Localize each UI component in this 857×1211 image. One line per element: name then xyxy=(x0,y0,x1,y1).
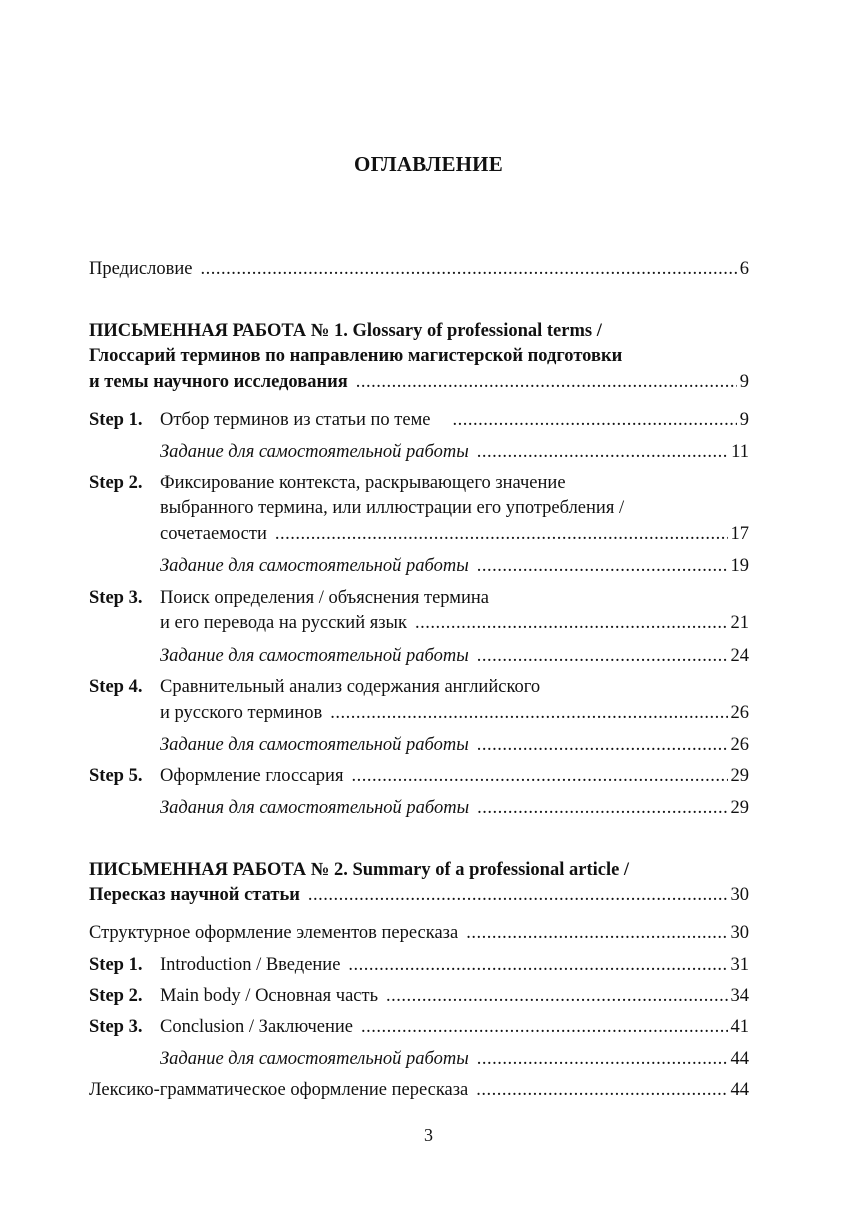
toc-page-number: 29 xyxy=(730,766,749,786)
toc-entry-label: Лексико-грамматическое оформление пересказа xyxy=(89,1080,469,1100)
toc-entry-task[interactable] xyxy=(160,1046,749,1072)
toc-entry-label: Задание для самостоятельной работы xyxy=(160,646,469,666)
toc-entry-task[interactable] xyxy=(160,732,749,758)
toc-page-number: 44 xyxy=(730,1049,749,1069)
leader-dots xyxy=(477,553,728,579)
toc-entry-step[interactable] xyxy=(160,610,749,636)
leader-dots xyxy=(356,369,737,395)
toc-page-number: 26 xyxy=(730,735,749,755)
leader-dots xyxy=(348,952,727,978)
toc-page-number: 9 xyxy=(739,372,749,392)
toc-entry-step[interactable] xyxy=(160,700,749,726)
leader-dots xyxy=(200,256,736,282)
step-number: Step 2. xyxy=(89,986,143,1006)
toc-page-number: 9 xyxy=(739,410,749,430)
toc-entry-lexical[interactable] xyxy=(89,1077,749,1103)
toc-page-number: 24 xyxy=(730,646,749,666)
toc-page-number: 34 xyxy=(730,986,749,1006)
leader-dots xyxy=(477,732,728,758)
toc-page-number: 30 xyxy=(730,923,749,943)
step-number: Step 2. xyxy=(89,473,143,493)
toc-entry-structural[interactable] xyxy=(89,920,749,946)
toc-entry-label: и его перевода на русский язык xyxy=(160,613,407,633)
toc-entry-step[interactable] xyxy=(160,407,749,433)
leader-dots xyxy=(477,795,727,821)
toc-entry-label: Структурное оформление элементов пересказа xyxy=(89,923,459,943)
toc-page-number: 19 xyxy=(730,556,749,576)
toc-page-number: 17 xyxy=(730,524,749,544)
leader-dots xyxy=(330,700,727,726)
leader-dots xyxy=(415,610,728,636)
toc-entry-label: Предисловие xyxy=(89,259,193,279)
toc-entry-label-line: Сравнительный анализ содержания английского xyxy=(160,677,541,697)
page-number: 3 xyxy=(424,1125,433,1145)
section-heading-work1-line1: ПИСЬМЕННАЯ РАБОТА № 1. Glossary of professional terms / xyxy=(89,321,602,341)
toc-entry-work1[interactable] xyxy=(89,369,749,395)
leader-dots xyxy=(477,643,728,669)
toc-entry-step[interactable] xyxy=(160,763,749,789)
leader-dots xyxy=(361,1014,727,1040)
section-heading-work1-line2: Глоссарий терминов по направлению магистерской подготовки xyxy=(89,346,623,366)
toc-entry-label: Отбор терминов из статьи по теме xyxy=(160,410,431,430)
toc-entry-label-line: выбранного термина, или иллюстрации его употребления / xyxy=(160,498,625,518)
toc-page-number: 30 xyxy=(730,885,749,905)
toc-entry-label: Задание для самостоятельной работы xyxy=(160,735,469,755)
toc-entry-step[interactable] xyxy=(160,521,749,547)
toc-entry-task[interactable] xyxy=(160,439,749,465)
leader-dots xyxy=(476,1077,727,1103)
step-number: Step 3. xyxy=(89,1017,143,1037)
toc-page-number: 11 xyxy=(731,442,749,462)
leader-dots xyxy=(466,920,727,946)
toc-entry-label: Задание для самостоятельной работы xyxy=(160,442,469,462)
leader-dots xyxy=(386,983,727,1009)
toc-page-number: 21 xyxy=(730,613,749,633)
step-number: Step 4. xyxy=(89,677,143,697)
toc-entry-label: и темы научного исследования xyxy=(89,372,348,392)
leader-dots xyxy=(453,407,737,433)
toc-page-number: 31 xyxy=(730,955,749,975)
toc-entry-step[interactable] xyxy=(160,952,749,978)
step-number: Step 3. xyxy=(89,588,143,608)
toc-entry-label: Задание для самостоятельной работы xyxy=(160,556,469,576)
toc-entry-work2[interactable] xyxy=(89,882,749,908)
toc-page-number: 41 xyxy=(730,1017,749,1037)
toc-page-number: 44 xyxy=(730,1080,749,1100)
toc-entry-label: Introduction / Введение xyxy=(160,955,341,975)
step-number: Step 1. xyxy=(89,955,143,975)
toc-entry-task[interactable] xyxy=(160,795,749,821)
toc-entry-preface[interactable] xyxy=(89,256,749,282)
leader-dots xyxy=(477,439,728,465)
toc-entry-label: Conclusion / Заключение xyxy=(160,1017,354,1037)
toc-entry-step[interactable] xyxy=(160,983,749,1009)
toc-entry-label: сочетаемости xyxy=(160,524,267,544)
leader-dots xyxy=(275,521,728,547)
toc-entry-step[interactable] xyxy=(160,1014,749,1040)
toc-entry-label: Задания для самостоятельной работы xyxy=(160,798,470,818)
section-heading-work2-line1: ПИСЬМЕННАЯ РАБОТА № 2. Summary of a professional article / xyxy=(89,860,630,880)
toc-entry-task[interactable] xyxy=(160,553,749,579)
toc-entry-task[interactable] xyxy=(160,643,749,669)
toc-entry-label: Main body / Основная часть xyxy=(160,986,379,1006)
toc-entry-label-line: Фиксирование контекста, раскрывающего значение xyxy=(160,473,566,493)
leader-dots xyxy=(351,763,727,789)
toc-page-number: 29 xyxy=(730,798,749,818)
toc-page-number: 6 xyxy=(739,259,749,279)
page-title: ОГЛАВЛЕНИЕ xyxy=(354,152,503,176)
step-number: Step 1. xyxy=(89,410,143,430)
leader-dots xyxy=(477,1046,728,1072)
toc-page-number: 26 xyxy=(730,703,749,723)
toc-entry-label: Оформление глоссария xyxy=(160,766,344,786)
step-number: Step 5. xyxy=(89,766,143,786)
leader-dots xyxy=(308,882,728,908)
toc-entry-label: и русского терминов xyxy=(160,703,323,723)
toc-entry-label: Задание для самостоятельной работы xyxy=(160,1049,469,1069)
toc-entry-label-line: Поиск определения / объяснения термина xyxy=(160,588,489,608)
toc-entry-label: Пересказ научной статьи xyxy=(89,885,300,905)
